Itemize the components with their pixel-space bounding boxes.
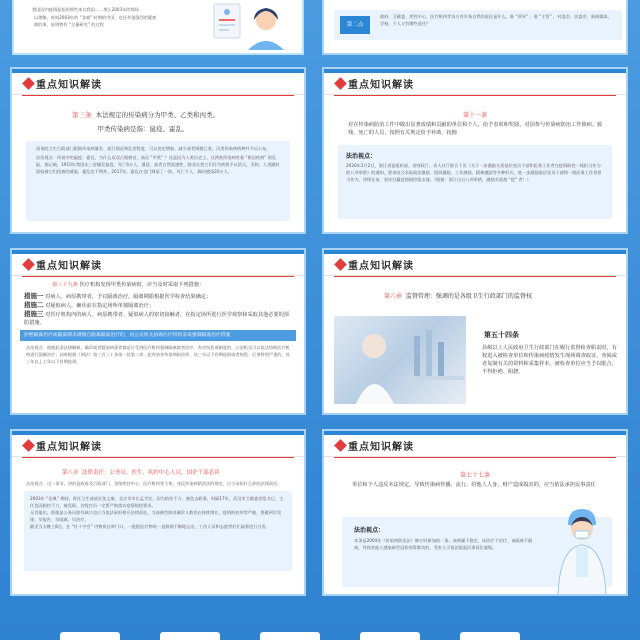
measure-label: 措施二: [24, 301, 44, 309]
lab-photo: [334, 316, 466, 404]
header-mark-icon: [334, 258, 347, 271]
legal-title: 法治视点：: [354, 527, 385, 534]
header-title: 重点知识解读: [36, 261, 102, 272]
legal-viewpoint: 法治视点：根据此条法律解释，确诊或者疑似病患者都是应受到医疗机构强制隔离离者治疗，有对抗拒或制度的，公安机关可以依法协助医疗机构进行强制治疗；同时根据《刑法》第三百三十条第一款第二项、犯有妨害传染病防治罪，处三年以下有期徒刑或者拘役；后果特别严重的，处三年以上七年以下有期徒刑。: [26, 345, 290, 364]
article-number: 第十一条: [462, 112, 487, 119]
header-mark-icon: [22, 258, 35, 271]
chapter-line: 法律责任：公务员、医生、疾控中心人员、国企干部必读: [82, 470, 220, 476]
header-mark-icon: [22, 77, 35, 90]
article-number: 第三十九条: [52, 282, 78, 288]
header-title: 重点知识解读: [36, 80, 102, 91]
article-body: 国务院卫生行政部门根据传染病暴发、流行情况和危害程度，可以决定增加、减少或者调整乙类、丙类传染病病种并予以公布。: [36, 146, 271, 151]
header-mark-icon: [22, 439, 35, 452]
doctor-illustration: [204, 0, 294, 50]
enforcement-banner: 拒绝隔离治疗或隔离期未满擅自脱离隔离治疗的，由公安机关协助医疗机构采取强制隔离治疗措施: [20, 330, 296, 341]
point-text: 政府、卫健委、疾控中心、医疗机构等各方有军务自然的责任是什么，谁 “领导” ，谁 “主管” ，村委会、居委会、新闻媒体、学校、个人又有哪些责任？: [380, 14, 612, 26]
card-article-11: [322, 67, 628, 234]
header-title: 重点知识解读: [36, 442, 102, 453]
measure-label: 措施三: [24, 310, 44, 318]
legal-title: 法治视点：: [346, 153, 377, 160]
header-title: 重点知识解读: [348, 442, 414, 453]
header-mark-icon: [334, 439, 347, 452]
article-number: 第三条: [72, 111, 92, 119]
legal-viewpoint: 法治视点：传说中的鼠疫、霍乱，为什么双双占据榜首，高居 “甲类” ？这是因为人类历史上，这两类传染病有着 “极因疾病” 的危险，据记载，1910年我国东三省爆发鼠疫，死亡6万人，蔓延、高者自然流感性，除非在把它们作为疾病予以消灭，否则，人类随时面临被它们侵袭的威胁，霍乱也不例外，2017年，霍乱在也门肆虐了一阵，死亡千人，确切感染20万人。: [36, 155, 280, 174]
card-second-point: [322, 0, 628, 55]
chapter-line: 监督管理：强调的是各级卫生行政部门的监督权: [405, 293, 532, 300]
chapter-number: 第六章: [384, 293, 403, 300]
article-number: 第五十四条: [484, 331, 519, 339]
article-text: 单位和个人违反本法规定，导致传染病传播、流行，给他人人身、财产造成损害的，应当依法承担民事责任: [352, 482, 596, 488]
measure-text: 对病人、病原携带者，予以隔离治疗，隔离期限根据医学检查结果确定；: [45, 294, 212, 300]
card-article-3: [10, 67, 306, 234]
legal-viewpoint: 本条是2004年《传染病防治法》修订时新加的一条。该病属不稳定，该治疗不治疗，该隔离不隔离，导致其他人感染新型冠状病毒肺炎的，受害人可依法提起民事诉讼索赔。: [354, 538, 533, 550]
nurse-illustration: [546, 503, 616, 595]
card-intro: [12, 0, 304, 55]
measure-2: [24, 301, 292, 310]
article-intro: 医疗机构发现甲类传染病时，应当及时采取下列措施：: [79, 282, 205, 288]
card-article-39: [10, 248, 306, 415]
header-mark-icon: [334, 77, 347, 90]
article-line-2: 甲类传染病是指：鼠疫、霍乱。: [97, 125, 189, 133]
measure-text: 对医疗机构内的病人、病原携带者、疑似病人的密切接触者，在指定场所进行医学观察和采取其他必要的预防措施。: [24, 312, 289, 326]
intro-line: 以理解，时间2003年的 “非典” 时期的中国，也还有很强烈的疑惑: [34, 15, 157, 20]
measure-text: 对疑似病人，确诊前在指定场所单独隔离治疗；: [45, 303, 155, 309]
bottom-strip: [10, 610, 628, 640]
card-chapter-8: [10, 429, 306, 596]
case-paragraph: 无其他出，即使是公务员如有缺口也应当依法承担相应法律责任，当前新型肺炎确诊人数仍在持续增长，疫情防控形势严峻，要做到早发现、早报告、早隔离、早治疗。: [30, 510, 282, 522]
article-line-1: 本法规定的传染病分为甲类、乙类和丙类。: [95, 111, 220, 119]
case-paragraph: 截至当天晚上8点，在 “红十字会” 内物资仓库门口，一批批医疗物资一直源源不断地运出，工作人员和志愿者们忙碌着进行分发。: [30, 524, 270, 529]
measure-label: 措施一: [24, 292, 44, 300]
legal-viewpoint: 2020年2月2日，浙江省委组织部、省财政厅、省人社厅联合下发《关于一步激励关爱基层党员干部和医务工作者在疫情防控一线担当作为的八项举措》的通知，要求结合采取政治激励、组织激励、工作激励、精神激励等多种形式，进一步激励基层党员干部和一线医务工作者担当作为、冲锋在前、坚决打赢疫情防控阻击战。（链接：浙江出台八项举措，激励关爱战 “疫” 者！）: [346, 163, 602, 182]
measure-3: [24, 310, 292, 327]
measure-1: [24, 292, 292, 301]
header-title: 重点知识解读: [348, 261, 414, 272]
header-title: 重点知识解读: [348, 80, 414, 91]
article-text: 县级以上人民政府卫生行政部门在履行监督检查职责时，有权进入被检查单位和传染病疫情发生现场调查取证，查阅或者复制有关的资料和采集样本。被检查单位应当予以配合，不得拒绝、阻挠。: [482, 345, 617, 375]
point-badge: 第二点: [340, 16, 370, 34]
card-chapter-6: [322, 248, 628, 415]
article-number: 第七十七条: [459, 472, 490, 479]
card-article-77: [322, 429, 628, 596]
chapter-number: 第八章: [62, 470, 79, 476]
case-paragraph: 2003年 “非典” 期间，时任卫生部部长张文康、北京市市长孟学农，因为防控不力，被免去职务。时隔17年，武汉市卫健委党组书记、主任也因防控不力，被免职。各级官员一定要严格落实疫情防控要求。: [30, 496, 284, 508]
legal-viewpoint: 法治视点：这一章节，讲的是政府及行政部门、各级疾控中心、医疗机构等主体，违反传染病防治法的规定，应当承担什么样的法律责任。: [26, 481, 282, 486]
intro-line: 典的事，说明曾有 “全量研究” 的过程: [34, 22, 104, 27]
intro-text: 我国国内疫情起始的那些来自我国……那么2003年的那场: [32, 7, 139, 12]
article-text: 对在传染病防治工作中做出显著成绩和贡献的单位和个人，给予表彰和奖励，对因参与传染病防治工作致病、致残、死亡的人员，按照有关规定给予补助、抚恤: [348, 122, 603, 136]
